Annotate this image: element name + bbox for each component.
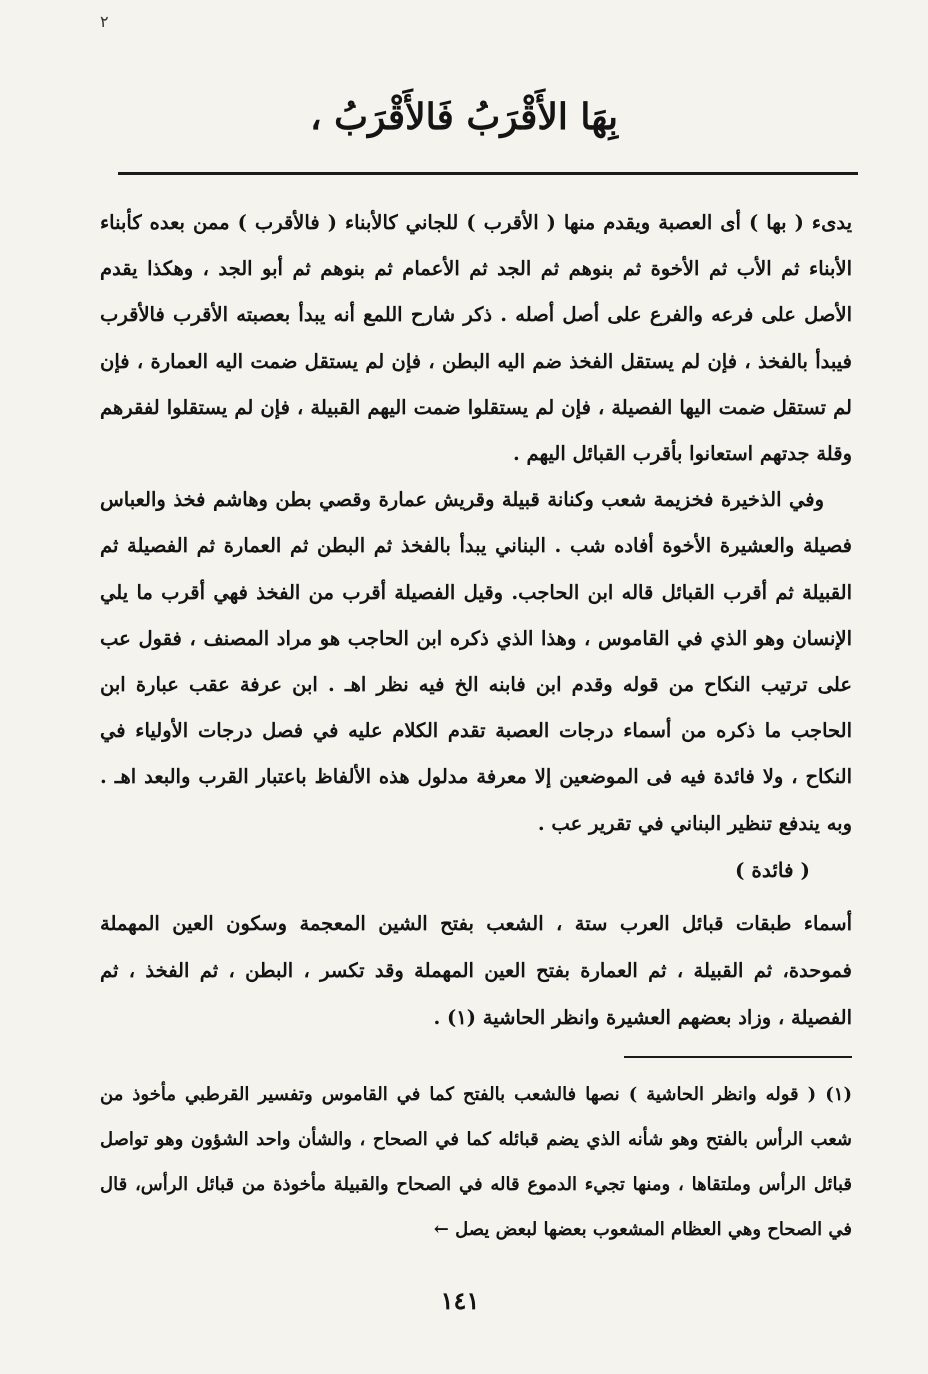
footnote-text: (١) ( قوله وانظر الحاشية ) نصها فالشعب بالفتح كما في القاموس وتفسير القرطبي مأخوذ من شعب الرأس بالفتح وهو شأنه الذي يضم قبائله كما في الصحاح ، والشأن واحد الشؤون وهو تواصل قبائل الرأس وملتقاها ، ومنها تجيء الدموع قاله في الصحاح والقبيلة مأخوذة من قبائل الرأس، قال في الصحاح وهي العظام المشعوب بعضها لبعض يصل ← <box>100 1084 852 1240</box>
footnote <box>100 1072 852 1252</box>
page-number: ١٤١ <box>440 1286 480 1315</box>
paragraph: وفي الذخيرة فخزيمة شعب وكنانة قبيلة وقريش عمارة وقصي بطن وهاشم فخذ والعباس فصيلة والعشيرة الأخوة أفاده شب . البناني يبدأ بالفخذ ثم البطن ثم العمارة ثم الفصيلة ثم القبيلة ثم أقرب القبائل قاله ابن الحاجب. وقيل الفصيلة أقرب من الفخذ فهي أقرب ما يلي الإنسان وهو الذي في القاموس ، وهذا الذي ذكره ابن الحاجب هو مراد المصنف ، فقول عب على ترتيب النكاح من قوله وقدم ابن فابنه الخ فيه نظر اهـ . ابن عرفة عقب عبارة ابن الحاجب ما ذكره من أسماء درجات العصبة تقدم الكلام عليه في فصل درجات الأولياء في النكاح ، ولا فائدة فيه فى الموضعين إلا معرفة مدلول هذه الألفاظ باعتبار القرب والبعد اهـ . وبه يندفع تنظير البناني في تقرير عب . <box>100 488 852 835</box>
faida-heading: ( فائدة ) <box>734 858 810 882</box>
top-margin-mark: ٢ <box>100 12 109 31</box>
header-rule <box>118 172 858 175</box>
main-text <box>100 200 852 847</box>
footnote-rule <box>624 1056 852 1058</box>
faida-text <box>100 900 852 1041</box>
paragraph: يدىء ( بها ) أى العصبة ويقدم منها ( الأقرب ) للجاني كالأبناء ( فالأقرب ) ممن بعده كأبناء الأبناء ثم الأب ثم الأخوة ثم بنوهم ثم الجد ثم الأعمام ثم بنوهم ثم أبو الجد ، وهكذا يقدم الأصل على فرعه والفرع على أصل أصله . ذكر شارح اللمع أنه يبدأ بعصبته الأقرب فالأقرب فيبدأ بالفخذ ، فإن لم يستقل الفخذ ضم اليه البطن ، فإن لم يستقل ضمت اليه العمارة ، فإن لم تستقل ضمت اليها الفصيلة ، فإن لم يستقلوا ضمت اليهم القبيلة ، فإن لم يستقلوا لفقرهم وقلة جدتهم استعانوا بأقرب القبائل اليهم . <box>100 211 852 466</box>
header-verse: بِهَا الأَقْرَبُ فَالأَقْرَبُ ، <box>310 96 618 138</box>
paragraph: أسماء طبقات قبائل العرب ستة ، الشعب بفتح الشين المعجمة وسكون العين المهملة فموحدة، ثم القبيلة ، ثم العمارة بفتح العين المهملة وقد تكسر ، البطن ، ثم الفخذ ، ثم الفصيلة ، وزاد بعضهم العشيرة وانظر الحاشية (١) . <box>100 912 852 1029</box>
